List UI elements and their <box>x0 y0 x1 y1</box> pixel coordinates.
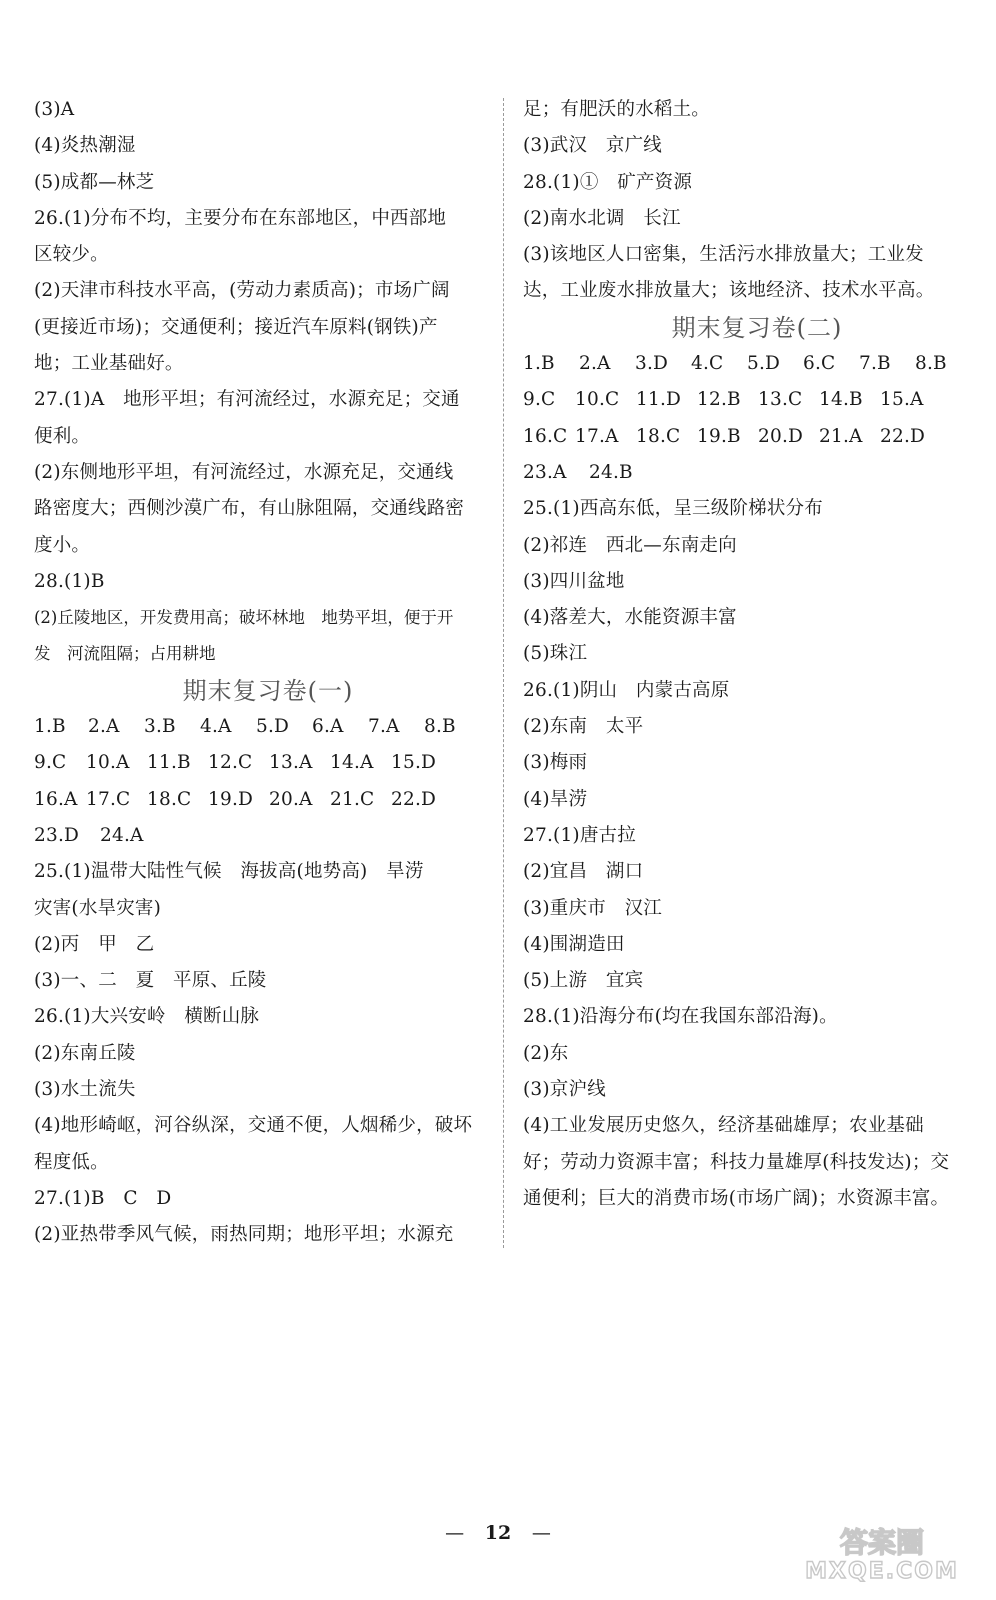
answer-line: (3)武汉 京广线 <box>523 135 663 157</box>
answer-line: (3)重庆市 汉江 <box>523 897 663 919</box>
answer-line: (3)一、二 夏 平原、丘陵 <box>34 970 267 992</box>
answer-item: 11.B <box>147 752 191 774</box>
answer-item: 14.A <box>330 752 374 774</box>
answer-row <box>34 782 484 818</box>
footer-dash-left: — <box>445 1522 465 1544</box>
answer-item: 24.A <box>100 824 144 846</box>
answer-item: 10.C <box>575 389 620 411</box>
section-heading: 期末复习卷(二) <box>671 313 843 342</box>
watermark-icon <box>782 1522 982 1584</box>
answer-item: 7.B <box>859 353 891 375</box>
answer-item: 10.A <box>86 752 130 774</box>
answer-line: (4)炎热潮湿 <box>34 135 136 157</box>
answer-item: 24.B <box>589 461 633 483</box>
answer-line: (3)该地区人口密集，生活污水排放量大；工业发 <box>523 244 924 266</box>
answer-row <box>523 382 973 418</box>
answer-line: (3)A <box>34 99 75 120</box>
answer-line: 达，工业废水排放量大；该地经济、技术水平高。 <box>523 280 935 302</box>
answer-item: 23.D <box>34 824 80 846</box>
answer-line: 27.(1)B C D <box>34 1187 172 1209</box>
answer-item: 15.A <box>880 389 924 411</box>
answer-line: 地；工业基础好。 <box>34 353 184 375</box>
right-column <box>523 92 973 1217</box>
answer-line: (2)东南 太平 <box>523 716 644 738</box>
answer-line: (5)成都—林芝 <box>34 171 155 193</box>
answer-line: (4)地形崎岖，河谷纵深，交通不便，人烟稀少，破坏 <box>34 1115 473 1137</box>
answer-line: 区较少。 <box>34 244 109 266</box>
answer-line: 发 河流阻隔；占用耕地 <box>34 644 216 664</box>
answer-line: (5)上游 宜宾 <box>523 970 644 992</box>
answer-line: 28.(1)B <box>34 570 105 592</box>
answer-line: (3)四川盆地 <box>523 570 625 592</box>
answer-row <box>34 709 484 745</box>
answer-row <box>523 419 973 455</box>
answer-line: (2)东 <box>523 1042 569 1064</box>
answer-line: 26.(1)大兴安岭 横断山脉 <box>34 1006 260 1028</box>
answer-item: 9.C <box>523 389 556 411</box>
answer-item: 13.C <box>758 389 803 411</box>
answer-item: 5.D <box>256 716 290 738</box>
watermark-line1: 答案圈 <box>839 1526 925 1559</box>
answer-line: (4)落差大，水能资源丰富 <box>523 607 737 629</box>
answer-row <box>523 455 973 491</box>
answer-line: 好；劳动力资源丰富；科技力量雄厚(科技发达)；交 <box>523 1151 950 1173</box>
answer-line: (2)丙 甲 乙 <box>34 933 155 955</box>
page-number: 12 <box>484 1522 512 1544</box>
answer-line: 26.(1)分布不均，主要分布在东部地区，中西部地 <box>34 207 447 229</box>
answer-line: (2)丘陵地区，开发费用高；破坏林地 地势平坦，便于开 <box>34 608 454 628</box>
answer-item: 11.D <box>636 389 682 411</box>
answer-line: (2)亚热带季风气候，雨热同期；地形平坦；水源充 <box>34 1224 454 1246</box>
watermark-logo <box>782 1522 982 1584</box>
left-column <box>34 92 484 1254</box>
answer-item: 23.A <box>523 461 567 483</box>
answer-item: 2.A <box>88 716 120 738</box>
answer-line: 26.(1)阴山 内蒙古高原 <box>523 679 730 701</box>
answer-line: (2)宜昌 湖口 <box>523 861 644 883</box>
answer-item: 6.C <box>803 353 836 375</box>
answer-line: 路密度大；西侧沙漠广布，有山脉阻隔，交通线路密 <box>34 498 465 520</box>
column-divider <box>503 98 504 1248</box>
answer-row <box>34 745 484 781</box>
answer-item: 3.B <box>144 716 176 738</box>
answer-item: 7.A <box>368 716 400 738</box>
section-heading: 期末复习卷(一) <box>182 676 354 705</box>
answer-line: (2)南水北调 长江 <box>523 207 681 229</box>
answer-item: 12.B <box>697 389 741 411</box>
answer-row <box>523 346 973 382</box>
answer-item: 1.B <box>34 716 66 738</box>
answer-item: 20.A <box>269 788 313 810</box>
answer-item: 21.A <box>819 425 863 447</box>
answer-line: (2)东南丘陵 <box>34 1042 136 1064</box>
watermark-line2: MXQE.COM <box>805 1559 959 1584</box>
answer-item: 19.D <box>208 788 254 810</box>
answer-line: 28.(1)沿海分布(均在我国东部沿海)。 <box>523 1006 838 1028</box>
answer-item: 22.D <box>880 425 926 447</box>
answer-item: 17.A <box>575 425 619 447</box>
answer-line: (2)天津市科技水平高，(劳动力素质高)；市场广阔 <box>34 280 450 302</box>
answer-item: 1.B <box>523 353 555 375</box>
answer-line: 灾害(水旱灾害) <box>34 897 162 919</box>
answer-line: (4)围湖造田 <box>523 933 625 955</box>
answer-line: (2)东侧地形平坦，有河流经过，水源充足，交通线 <box>34 461 454 483</box>
answer-line: (4)工业发展历史悠久，经济基础雄厚；农业基础 <box>523 1115 924 1137</box>
answer-item: 4.A <box>200 716 232 738</box>
answer-item: 16.C <box>523 425 568 447</box>
answer-item: 14.B <box>819 389 863 411</box>
answer-item: 9.C <box>34 752 67 774</box>
answer-item: 22.D <box>391 788 437 810</box>
answer-line: (3)梅雨 <box>523 752 588 774</box>
answer-line: 便利。 <box>34 425 91 447</box>
answer-line: (5)珠江 <box>523 643 588 665</box>
answer-line: 25.(1)温带大陆性气候 海拔高(地势高) 旱涝 <box>34 861 424 883</box>
answer-line: 程度低。 <box>34 1151 109 1173</box>
answer-item: 13.A <box>269 752 313 774</box>
answer-item: 17.C <box>86 788 131 810</box>
answer-item: 18.C <box>147 788 192 810</box>
answer-line: (4)旱涝 <box>523 788 588 810</box>
answer-item: 16.A <box>34 788 78 810</box>
answer-item: 21.C <box>330 788 375 810</box>
answer-line: 足；有肥沃的水稻土。 <box>523 99 711 120</box>
answer-item: 15.D <box>391 752 437 774</box>
answer-item: 20.D <box>758 425 804 447</box>
answer-item: 12.C <box>208 752 253 774</box>
answer-item: 6.A <box>312 716 344 738</box>
answer-row <box>34 818 484 854</box>
answer-item: 8.B <box>915 353 947 375</box>
answer-line: (3)水土流失 <box>34 1079 136 1101</box>
answer-line: (2)祁连 西北—东南走向 <box>523 534 737 556</box>
answer-item: 5.D <box>747 353 781 375</box>
answer-line: 27.(1)唐古拉 <box>523 824 636 846</box>
answer-item: 19.B <box>697 425 741 447</box>
footer-dash-right: — <box>531 1522 551 1544</box>
answer-line: 通便利；巨大的消费市场(市场广阔)；水资源丰富。 <box>523 1187 950 1209</box>
answer-line: (更接近市场)；交通便利；接近汽车原料(钢铁)产 <box>34 316 438 338</box>
answer-line: 27.(1)A 地形平坦；有河流经过，水源充足；交通 <box>34 389 460 411</box>
answer-item: 4.C <box>691 353 724 375</box>
answer-item: 8.B <box>424 716 456 738</box>
answer-item: 3.D <box>635 353 669 375</box>
answer-line: 28.(1)① 矿产资源 <box>523 171 693 193</box>
answer-line: 度小。 <box>34 534 91 556</box>
answer-item: 2.A <box>579 353 611 375</box>
answer-item: 18.C <box>636 425 681 447</box>
answer-line: 25.(1)西高东低，呈三级阶梯状分布 <box>523 498 823 520</box>
answer-line: (3)京沪线 <box>523 1079 606 1101</box>
